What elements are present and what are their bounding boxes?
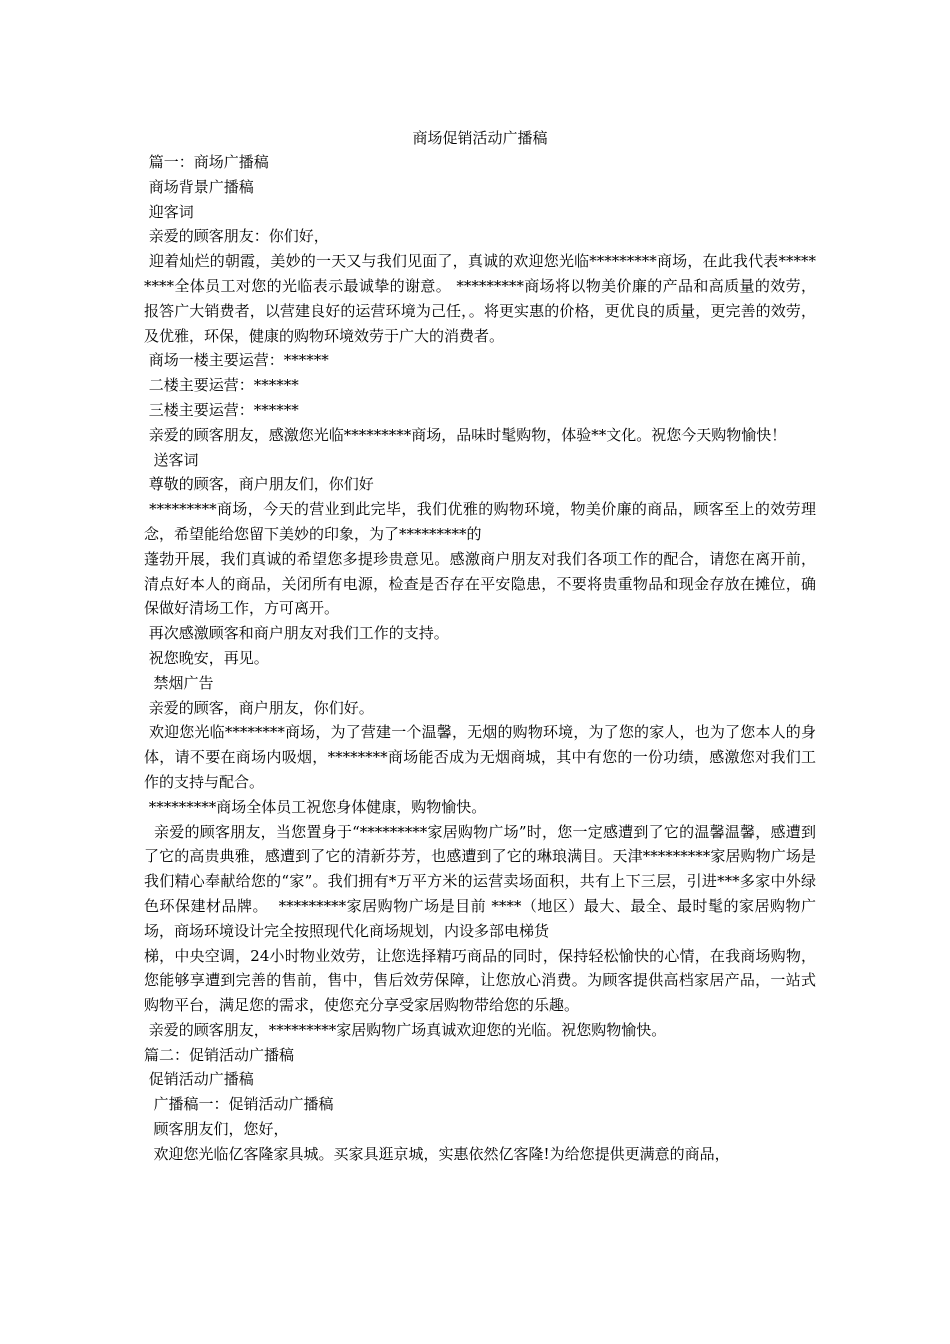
paragraph-floor-3: 三楼主要运营：****** [144,400,299,419]
paragraph-subheading-background: 商场背景广播稿 [144,177,254,196]
paragraph-no-smoking-closing: *********商场全体员工祝您身体健康，购物愉快。 [144,797,487,816]
paragraph-floor-1: 商场一楼主要运营：****** [144,351,329,370]
paragraph-home-plaza-body-1: 亲爱的顾客朋友，当您置身于“*********家居购物广场”时，您一定感遭到了它的温馨温馨，感遭到了它的高贵典雅，感遭到了它的清新芬芳，也感遭到了它的琳琅满目。天津*********家居购物广场是我们精心奉献给您的“家”。我们拥有*万平方米的运营卖场面积，共有上下三层，引进***多家中外绿色环保建材品牌。 *********家居购物广场是目前 ****（地区）最大、最全、最时髦的家居购物广场，商场环境设计完全按照现代化商场规划，内设多部电梯货 [144,822,816,940]
paragraph-no-smoking-body: 欢迎您光临********商场，为了营建一个温馨，无烟的购物环境，为了您的家人，也为了您本人的身体，请不要在商场内吸烟，********商场能否成为无烟商城，其中有您的一份功绩，感激您对我们工作的支持与配合。 [144,723,816,791]
paragraph-floor-2: 二楼主要运营：****** [144,376,299,395]
document-title: 商场促销活动广播稿 [412,129,548,147]
document-page [144,126,816,1167]
paragraph-heading-part1: 篇一：商场广播稿 [144,153,269,171]
paragraph-no-smoking-greeting: 亲爱的顾客，商户朋友，你们好。 [144,698,374,717]
paragraph-welcome-closing: 亲爱的顾客朋友，感激您光临*********商场，品味时髦购物，体验**文化。祝您今天购物愉快！ [144,425,787,444]
paragraph-home-plaza-body-2: 梯，中央空调，24小时物业效劳，让您选择精巧商品的同时，保持轻松愉快的心情，在我商场购物，您能够享遭到完善的售前，售中，售后效劳保障，让您放心消费。为顾客提供高档家居产品，一站式购物平台，满足您的需求，使您充分享受家居购物带给您的乐趣。 [144,946,816,1015]
paragraph-farewell-thanks: 再次感激顾客和商户朋友对我们工作的支持。 [144,624,449,643]
document-body [144,150,816,1167]
paragraph-heading-farewell: 送客词 [144,450,199,469]
paragraph-greeting: 亲爱的顾客朋友：你们好， [144,227,329,246]
paragraph-farewell-body-2: 蓬勃开展，我们真诚的希望您多提珍贵意见。感激商户朋友对我们各项工作的配合，请您在离开前，清点好本人的商品，关闭所有电源，检查是否存在平安隐患，不要将贵重物品和现金存放在摊位，确保做好清场工作，方可离开。 [144,549,816,618]
paragraph-promo-body: 欢迎您光临亿客隆家具城。买家具逛京城，实惠依然亿客隆!为给您提供更满意的商品， [144,1144,730,1163]
paragraph-farewell-body-1: *********商场，今天的营业到此完毕，我们优雅的购物环境，物美价廉的商品，顾客至上的效劳理念，希望能给您留下美妙的印象，为了*********的 [144,500,816,543]
paragraph-heading-part2: 篇二：促销活动广播稿 [144,1045,295,1064]
paragraph-home-plaza-closing: 亲爱的顾客朋友，*********家居购物广场真诚欢迎您的光临。祝您购物愉快。 [144,1020,667,1039]
paragraph-heading-no-smoking: 禁烟广告 [144,673,214,692]
paragraph-welcome-body: 迎着灿烂的朝霞，美妙的一天又与我们见面了，真诚的欢迎您光临*********商场，在此我代表*********全体员工对您的光临表示最诚挚的谢意。 *********商场将以物美价廉的产品和高质量的效劳，报答广大销费者，以营建良好的运营环境为己任，。将更实惠的价格，更优良的质量，更完善的效劳，及优雅，环保，健康的购物环境效劳于广大的消费者。 [144,252,816,345]
paragraph-farewell-goodnight: 祝您晚安，再见。 [144,648,269,667]
paragraph-heading-welcome: 迎客词 [144,202,194,221]
paragraph-farewell-greeting: 尊敬的顾客，商户朋友们，你们好 [144,475,374,494]
paragraph-subheading-promo: 促销活动广播稿 [144,1070,254,1089]
paragraph-promo-greeting: 顾客朋友们，您好， [144,1120,289,1139]
paragraph-subheading-script1: 广播稿一：促销活动广播稿 [144,1095,334,1114]
